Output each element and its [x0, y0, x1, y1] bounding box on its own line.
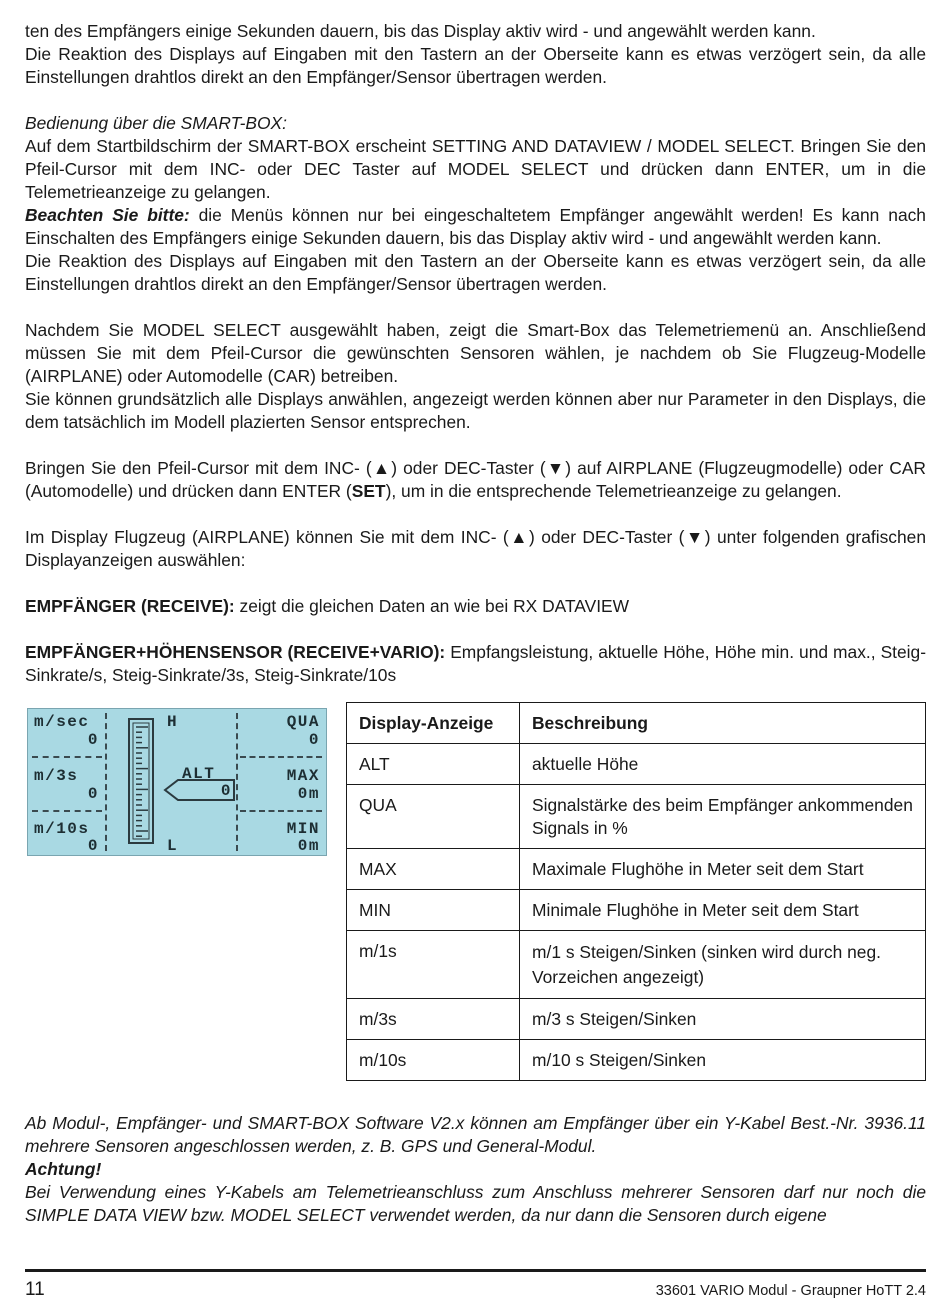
lcd-m-sec-value: 0 — [87, 731, 99, 749]
set-label: SET — [351, 481, 386, 501]
lcd-divider-right-2 — [240, 810, 322, 812]
table-cell-display: m/10s — [347, 1040, 520, 1081]
lcd-high-label: H — [167, 713, 179, 731]
footer-divider — [25, 1269, 926, 1272]
table-cell-description: m/1 s Steigen/Sinken (sinken wird durch neg. Vorzeichen angezeigt) — [520, 931, 926, 999]
document-title: 33601 VARIO Modul - Graupner HoTT 2.4 — [655, 1283, 926, 1299]
vario-text: Empfangsleistung, aktuelle Höhe, Höhe min. und max., Steig-Sinkrate/s, Steig-Sinkrate/3s, Steig-Sinkrate/10s — [25, 642, 927, 685]
lcd-m-10s-label: m/10s — [34, 820, 90, 838]
lcd-divider-left-1 — [32, 756, 102, 758]
lcd-qua-value: 0 — [308, 731, 320, 749]
smartbox-text: Auf dem Startbildschirm der SMART-BOX erscheint SETTING AND DATAVIEW / MODEL SELECT. Bringen Sie den Pfeil-Cursor mit dem INC- oder DEC Taster auf MODEL SELECT und drücken dann ENTER, um in die Telemetrieanzeige zu gelangen. — [25, 136, 926, 202]
cursor-text-a: Bringen Sie den Pfeil-Cursor mit dem INC- (▲) oder DEC-Taster (▼) auf AIRPLANE (Flugzeugmodelle) oder CAR (Automodelle) und drücken dann ENTER ( — [25, 458, 926, 501]
table-cell-description: aktuelle Höhe — [520, 744, 926, 785]
table-cell-display: MAX — [347, 849, 520, 890]
receive-label: EMPFÄNGER (RECEIVE): — [25, 596, 235, 616]
lcd-m-3s-value: 0 — [87, 785, 99, 803]
note-text: die Menüs können nur bei eingeschaltetem Empfänger angewählt werden! Es kann nach Einschalten des Empfängers einige Sekunden dauern, bis das Display aktiv wird - und angewählt werden kann. — [25, 205, 926, 248]
table-cell-description: Minimale Flughöhe in Meter seit dem Start — [520, 890, 926, 931]
table-row — [347, 849, 926, 890]
figure-row — [25, 702, 926, 1096]
lcd-low-label: L — [167, 837, 179, 855]
warning-label: Achtung! — [25, 1159, 102, 1179]
model-select-p2: Sie können grundsätzlich alle Displays anwählen, angezeigt werden können aber nur Parameter in den Displays, die dem tatsächlich im Modell plazierten Sensor entsprechen. — [25, 389, 926, 432]
warning-text: Bei Verwendung eines Y-Kabels am Telemetrieanschluss zum Anschluss mehrerer Sensoren darf nur noch die SIMPLE DATA VIEW bzw. MODEL SELECT verwendet werden, da nur dann die Sensoren durch eigene — [25, 1182, 926, 1225]
table-cell-display: QUA — [347, 785, 520, 849]
table-cell-description: Maximale Flughöhe in Meter seit dem Start — [520, 849, 926, 890]
airplane-paragraph: Im Display Flugzeug (AIRPLANE) können Sie mit dem INC- (▲) oder DEC-Taster (▼) unter folgenden grafischen Displayanzeigen auswählen: — [25, 527, 926, 570]
lcd-qua-label: QUA — [286, 713, 320, 731]
smartbox-heading: Bedienung über die SMART-BOX: — [25, 113, 287, 133]
vario-label: EMPFÄNGER+HÖHENSENSOR (RECEIVE+VARIO): — [25, 642, 446, 662]
lcd-min-label: MIN — [286, 820, 320, 838]
table-row — [347, 785, 926, 849]
lcd-max-label: MAX — [286, 767, 320, 785]
intro-line-1: ten des Empfängers einige Sekunden dauern, bis das Display aktiv wird - und angewählt werden kann. — [25, 21, 816, 41]
table-header-row — [347, 703, 926, 744]
table-cell-display: ALT — [347, 744, 520, 785]
lcd-m-10s-value: 0 — [87, 837, 99, 855]
cursor-paragraph — [25, 457, 926, 503]
table-header-description: Beschreibung — [520, 703, 926, 744]
table-row — [347, 744, 926, 785]
table-row — [347, 1040, 926, 1081]
table-row — [347, 999, 926, 1040]
table-row — [347, 931, 926, 999]
altitude-ticks — [136, 727, 148, 836]
model-select-p1: Nachdem Sie MODEL SELECT ausgewählt haben, zeigt die Smart-Box das Telemetriemenü an. Anschließend müssen Sie mit dem Pfeil-Cursor die gewünschten Sensoren wählen, je nachdem ob Sie Flugzeug-Modelle (AIRPLANE) oder Automodelle (CAR) betreiben. — [25, 320, 926, 386]
page-number: 11 — [25, 1279, 45, 1300]
note-label: Beachten Sie bitte: — [25, 205, 190, 225]
table-cell-display: m/3s — [347, 999, 520, 1040]
page-content — [25, 20, 926, 1227]
table-row — [347, 890, 926, 931]
table-cell-description: Signalstärke des beim Empfänger ankommenden Signals in % — [520, 785, 926, 849]
smartbox-note — [25, 204, 926, 250]
lcd-m-sec-label: m/sec — [34, 713, 90, 731]
lcd-divider-left-2 — [32, 810, 102, 812]
receive-paragraph — [25, 595, 926, 618]
lcd-alt-label: ALT — [182, 765, 216, 783]
lcd-max-value: 0m — [297, 785, 320, 803]
lcd-divider-right-1 — [240, 756, 322, 758]
vario-paragraph — [25, 641, 926, 687]
table-cell-display: MIN — [347, 890, 520, 931]
display-table — [346, 702, 926, 1081]
intro-line-2: Die Reaktion des Displays auf Eingaben mit den Tastern an der Oberseite kann es etwas verzögert sein, da alle Einstellungen drahtlos direkt an den Empfänger/Sensor übertragen werden. — [25, 44, 926, 87]
lcd-divider-v-left — [105, 713, 107, 851]
receive-text: zeigt die gleichen Daten an wie bei RX DATAVIEW — [234, 596, 630, 616]
lcd-alt-value: 0 — [220, 782, 232, 800]
cursor-text-b: ), um in die entsprechende Telemetrieanzeige zu gelangen. — [385, 481, 842, 501]
lcd-min-value: 0m — [297, 837, 320, 855]
smartbox-reaction: Die Reaktion des Displays auf Eingaben mit den Tastern an der Oberseite kann es etwas verzögert sein, da alle Einstellungen drahtlos direkt an den Empfänger/Sensor übertragen werden. — [25, 251, 926, 294]
table-header-display: Display-Anzeige — [347, 703, 520, 744]
lcd-m-3s-label: m/3s — [34, 767, 79, 785]
table-cell-description: m/3 s Steigen/Sinken — [520, 999, 926, 1040]
software-paragraph: Ab Modul-, Empfänger- und SMART-BOX Software V2.x können am Empfänger über ein Y-Kabel Best.-Nr. 3936.11 mehrere Sensoren angeschlossen werden, z. B. GPS und General-Modul. — [25, 1113, 926, 1156]
lcd-divider-v-right — [236, 713, 238, 851]
lcd-display — [27, 708, 327, 856]
table-cell-description: m/10 s Steigen/Sinken — [520, 1040, 926, 1081]
table-cell-display: m/1s — [347, 931, 520, 999]
